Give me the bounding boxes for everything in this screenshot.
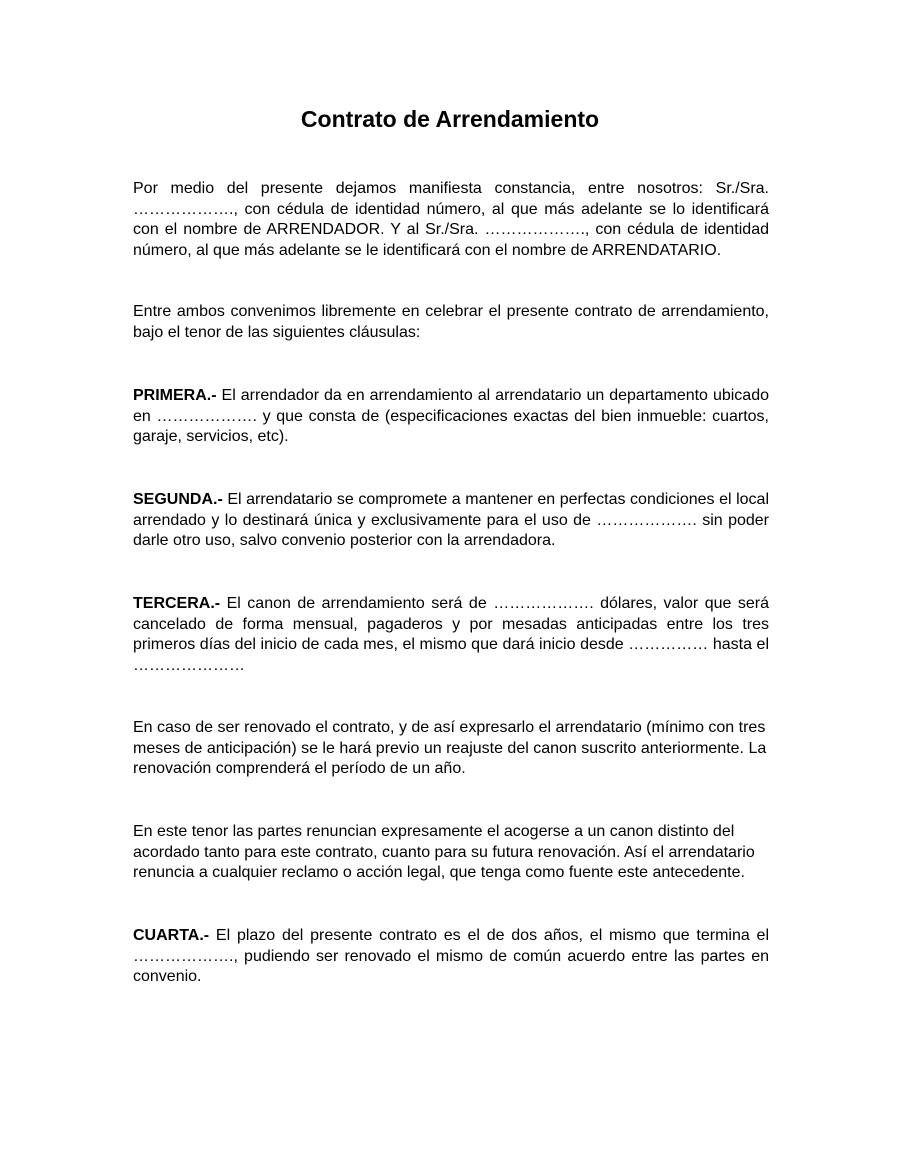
agreement-paragraph: Entre ambos convenimos libremente en celebrar el presente contrato de arrendamiento, bajo el tenor de las siguientes cláusulas: <box>133 303 769 341</box>
intro-paragraph: Por medio del presente dejamos manifiesta constancia, entre nosotros: Sr./Sra. ………………., con cédula de identidad número, al que más adelante se lo identificará con el nombre de ARRENDADOR. Y al Sr./Sra. ………………., con cédula de identidad número, al que más adelante se le identificará con el nombre de ARRENDATARIO. <box>133 180 769 259</box>
clause-segunda <box>133 490 769 552</box>
clause-primera <box>133 386 769 448</box>
clause-cuarta <box>133 926 769 988</box>
clause-primera-label: PRIMERA.- <box>133 387 217 404</box>
clause-tercera-label: TERCERA.- <box>133 595 221 612</box>
clause-segunda-text: El arrendatario se compromete a mantener en perfectas condiciones el local arrendado y lo destinará única y exclusivamente para el uso de ………………. sin poder darle otro uso, salvo convenio posterior con la arrendadora. <box>133 491 769 549</box>
clause-primera-text: El arrendador da en arrendamiento al arrendatario un departamento ubicado en ………………. y que consta de (especificaciones exactas del bien inmueble: cuartos, garaje, servicios, etc). <box>133 387 769 445</box>
clause-tercera-text: El canon de arrendamiento será de ………………. dólares, valor que será cancelado de forma mensual, pagaderos y por mesadas anticipadas entre los tres primeros días del inicio de cada mes, el mismo que dará inicio desde …………… hasta el ………………… <box>133 595 769 674</box>
clause-segunda-label: SEGUNDA.- <box>133 491 223 508</box>
waiver-paragraph: En este tenor las partes renuncian expresamente el acogerse a un canon distinto del acordado tanto para este contrato, cuanto para su futura renovación. Así el arrendatario renuncia a cualquier reclamo o acción legal, que tenga como fuente este antecedente. <box>133 823 755 881</box>
clause-cuarta-text: El plazo del presente contrato es el de dos años, el mismo que termina el ………………., pudiendo ser renovado el mismo de común acuerdo entre las partes en convenio. <box>133 927 769 985</box>
clause-cuarta-label: CUARTA.- <box>133 927 210 944</box>
renewal-paragraph: En caso de ser renovado el contrato, y de así expresarlo el arrendatario (mínimo con tres meses de anticipación) se le hará previo un reajuste del canon suscrito anteriormente. La renovación comprenderá el período de un año. <box>133 719 767 777</box>
clause-tercera <box>133 594 769 676</box>
document-title: Contrato de Arrendamiento <box>300 106 600 132</box>
